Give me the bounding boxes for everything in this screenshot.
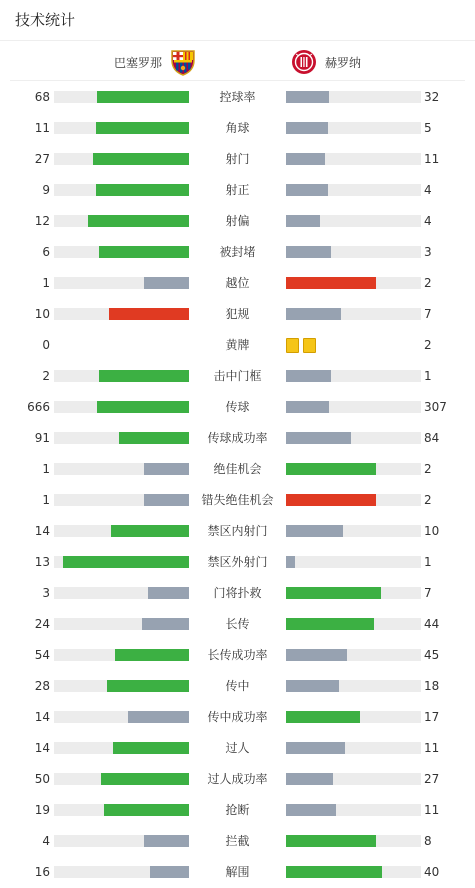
yellow-card-icon [286,338,299,353]
stat-label: 过人 [225,741,250,755]
home-stat-bar-fill [97,401,189,413]
stat-label: 禁区外射门 [207,555,268,569]
home-stat-bar-fill [104,804,189,816]
home-stat-bar [54,866,189,878]
stat-row [0,391,475,422]
home-stat-bar-fill [144,494,189,506]
home-stat-bar-fill [113,742,189,754]
home-stat-bar [54,711,189,723]
stat-row [0,329,475,360]
home-stat-value: 1 [42,462,50,476]
home-stat-bar-fill [111,525,189,537]
away-stat-bar [286,866,421,878]
home-stat-bar [54,649,189,661]
home-stat-value: 4 [42,834,50,848]
away-stat-value: 11 [424,152,440,166]
away-stat-bar-fill [286,494,376,506]
stat-label: 绝佳机会 [213,462,262,476]
stat-label: 拦截 [225,834,250,848]
home-stat-value: 666 [27,400,50,414]
away-stat-bar-fill [286,277,376,289]
away-stat-bar [286,742,421,754]
away-stat-value: 18 [424,679,440,693]
away-stat-bar [286,525,421,537]
stat-row [0,453,475,484]
page-title: 技术统计 [15,11,76,29]
away-stat-value: 11 [424,741,440,755]
away-stat-bar-fill [286,866,382,878]
home-stat-bar-fill [142,618,189,630]
away-stat-value: 27 [424,772,440,786]
home-stat-bar-fill [148,587,189,599]
home-stat-value: 0 [42,338,50,352]
home-stat-value: 50 [34,772,50,786]
stat-row [0,794,475,825]
away-stat-value: 3 [424,245,432,259]
home-stat-bar-fill [88,215,189,227]
away-stat-bar [286,463,421,475]
stat-label: 射门 [225,152,250,166]
stat-label: 长传成功率 [207,648,268,662]
home-stat-bar-fill [144,835,189,847]
home-stat-bar [54,215,189,227]
away-stat-value: 32 [424,90,440,104]
home-stat-bar-fill [150,866,189,878]
stat-row [0,546,475,577]
away-stat-value: 4 [424,183,432,197]
stat-label: 禁区内射门 [207,524,268,538]
stat-label: 长传 [225,617,250,631]
home-stat-bar [54,401,189,413]
away-stat-value: 40 [424,865,440,879]
stat-label: 过人成功率 [207,772,268,786]
stat-label: 控球率 [219,90,256,104]
home-stat-value: 19 [34,803,50,817]
away-stat-bar-fill [286,463,376,475]
away-stat-value: 11 [424,803,440,817]
away-stat-value: 2 [424,338,432,352]
away-stat-bar [286,680,421,692]
home-stat-bar-fill [101,773,189,785]
away-stat-value: 17 [424,710,440,724]
away-stat-bar [286,184,421,196]
home-stat-value: 10 [34,307,50,321]
home-stat-value: 91 [34,431,50,445]
away-stat-bar-fill [286,91,329,103]
home-stat-value: 14 [34,741,50,755]
away-team[interactable] [291,48,361,76]
home-stat-value: 68 [34,90,50,104]
stat-label: 错失绝佳机会 [201,493,274,507]
away-stat-bar-fill [286,215,320,227]
home-stat-bar [54,91,189,103]
stat-label: 抢断 [225,803,250,817]
home-stat-bar-fill [128,711,189,723]
home-stat-value: 1 [42,276,50,290]
away-stat-value: 4 [424,214,432,228]
home-stat-bar [54,370,189,382]
away-stat-value: 1 [424,555,432,569]
away-stat-value: 307 [424,400,447,414]
home-team[interactable] [114,48,196,76]
away-team-name: 赫罗纳 [325,55,362,70]
home-stat-bar [54,184,189,196]
barcelona-crest-icon [170,48,196,76]
away-stat-bar [286,401,421,413]
away-stat-bar-fill [286,122,328,134]
yellow-card-icon [303,338,316,353]
stat-row [0,515,475,546]
stat-row [0,267,475,298]
away-stat-bar-fill [286,432,351,444]
home-stat-bar [54,122,189,134]
away-stat-value: 5 [424,121,432,135]
home-stat-bar-fill [99,246,189,258]
home-stat-bar [54,277,189,289]
home-stat-bar [54,432,189,444]
home-stat-bar [54,153,189,165]
stat-row [0,236,475,267]
away-stat-value: 2 [424,493,432,507]
home-stat-bar [54,494,189,506]
stat-row [0,422,475,453]
stat-label: 角球 [225,121,250,135]
away-stat-bar [286,153,421,165]
home-stat-value: 16 [34,865,50,879]
home-stat-value: 14 [34,710,50,724]
away-stat-bar [286,711,421,723]
home-stat-bar-fill [107,680,189,692]
stats-list [0,81,475,887]
away-stat-bar-fill [286,153,325,165]
away-stat-bar [286,308,421,320]
stat-label: 越位 [225,276,250,290]
stat-row [0,484,475,515]
stat-row [0,143,475,174]
away-stat-value: 2 [424,462,432,476]
stat-row [0,174,475,205]
away-stat-bar-fill [286,401,329,413]
away-stat-bar [286,277,421,289]
stat-label: 传中 [225,679,250,693]
home-stat-value: 14 [34,524,50,538]
stat-row [0,205,475,236]
away-stat-value: 7 [424,307,432,321]
home-stat-bar [54,556,189,568]
stat-row [0,577,475,608]
away-stat-bar-fill [286,804,336,816]
stat-row [0,81,475,112]
away-stat-bar-fill [286,556,295,568]
stat-label: 击中门框 [213,369,262,383]
away-stat-value: 7 [424,586,432,600]
stat-label: 传球成功率 [207,431,268,445]
stat-row [0,670,475,701]
home-stat-bar-fill [99,370,189,382]
home-stat-bar [54,804,189,816]
away-stat-value: 2 [424,276,432,290]
home-stat-value: 2 [42,369,50,383]
stat-label: 传球 [225,400,250,414]
home-stat-bar [54,680,189,692]
home-stat-bar [54,587,189,599]
home-stat-value: 1 [42,493,50,507]
away-stat-bar [286,773,421,785]
away-stat-bar-fill [286,246,331,258]
away-stat-bar [286,246,421,258]
away-stat-bar [286,835,421,847]
away-stat-bar-fill [286,835,376,847]
home-stat-bar-fill [115,649,189,661]
away-stat-bar-fill [286,370,331,382]
away-stat-value: 45 [424,648,440,662]
away-stat-bar [286,587,421,599]
team-header [10,44,465,81]
stat-label: 门将扑救 [213,586,262,600]
home-stat-value: 54 [34,648,50,662]
away-stat-bar [286,649,421,661]
stat-row [0,608,475,639]
away-stat-bar [286,494,421,506]
away-stat-value: 1 [424,369,432,383]
home-stat-value: 28 [34,679,50,693]
stat-label: 传中成功率 [207,710,268,724]
home-stat-value: 11 [34,121,50,135]
stat-row [0,639,475,670]
away-stat-bar-fill [286,618,374,630]
home-stat-value: 12 [34,214,50,228]
away-stat-bar [286,556,421,568]
stat-row [0,856,475,887]
stat-row [0,701,475,732]
home-stat-value: 24 [34,617,50,631]
home-stat-bar-fill [144,277,189,289]
girona-crest-icon [291,48,317,76]
away-stat-bar [286,215,421,227]
away-stat-bar-fill [286,773,333,785]
home-stat-bar [54,773,189,785]
home-stat-bar-fill [96,184,189,196]
away-stat-bar [286,370,421,382]
home-stat-bar-fill [96,122,189,134]
stat-label: 被封堵 [219,245,256,259]
stat-row [0,112,475,143]
away-stat-bar-fill [286,711,360,723]
away-stat-bar-fill [286,184,328,196]
home-stat-bar [54,308,189,320]
home-team-name: 巴塞罗那 [114,55,163,70]
home-stat-value: 13 [34,555,50,569]
home-stat-bar [54,246,189,258]
stat-label: 射正 [225,183,250,197]
home-stat-bar-fill [109,308,189,320]
stat-label: 黄牌 [225,338,250,352]
stat-label: 犯规 [225,307,250,321]
away-stat-bar-fill [286,742,345,754]
away-stat-value: 8 [424,834,432,848]
stat-label: 解围 [225,865,250,879]
away-stat-bar [286,91,421,103]
away-stat-bar-fill [286,308,341,320]
stat-label: 射偏 [225,214,250,228]
home-stat-value: 9 [42,183,50,197]
home-stat-bar-fill [97,91,189,103]
home-stat-value: 6 [42,245,50,259]
home-stat-bar [54,525,189,537]
away-stat-value: 84 [424,431,440,445]
away-stat-bar [286,804,421,816]
stat-row [0,825,475,856]
header-divider [0,40,475,41]
away-yellow-cards [286,338,316,353]
home-stat-bar-fill [144,463,189,475]
away-stat-bar-fill [286,525,343,537]
away-stat-bar-fill [286,649,347,661]
home-stat-bar [54,835,189,847]
away-stat-value: 44 [424,617,440,631]
stat-row [0,360,475,391]
away-stat-bar-fill [286,680,339,692]
away-stat-bar-fill [286,587,381,599]
away-stat-bar [286,432,421,444]
home-stat-bar-fill [63,556,189,568]
home-stat-bar-fill [119,432,189,444]
stat-row [0,763,475,794]
away-stat-value: 10 [424,524,440,538]
home-stat-value: 3 [42,586,50,600]
home-stat-value: 27 [34,152,50,166]
home-stat-bar [54,742,189,754]
stat-row [0,732,475,763]
home-stat-bar [54,463,189,475]
stat-row [0,298,475,329]
away-stat-bar [286,618,421,630]
home-stat-bar-fill [93,153,189,165]
away-stat-bar [286,122,421,134]
home-stat-bar [54,618,189,630]
